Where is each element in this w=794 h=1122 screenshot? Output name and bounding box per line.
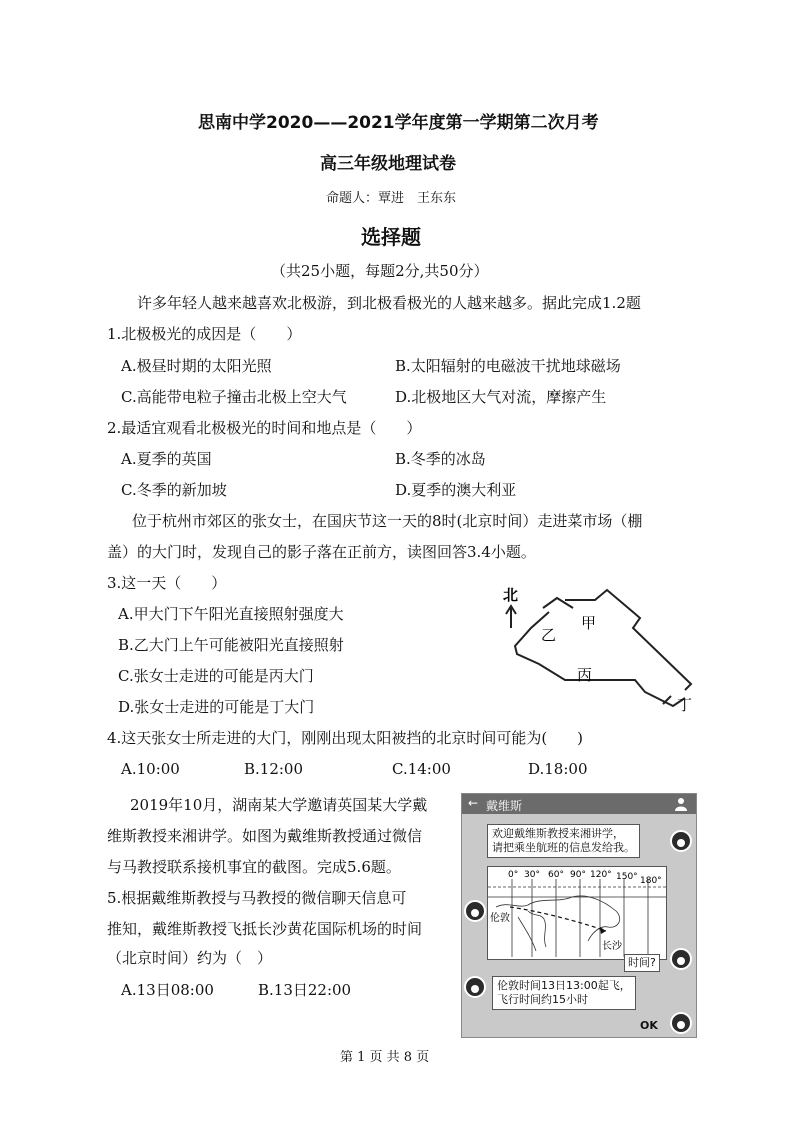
gate-ding-label: 丁 [677,696,693,714]
route-map-svg [488,867,666,959]
intro-paragraph-3-line-1: 2019年10月，湖南某大学邀请英国某大学戴 [130,796,428,814]
chat-message-invitation-line-2: 请把乘坐航班的信息发给我。 [492,841,635,854]
question-4-option-c[interactable]: C.14:00 [392,760,451,778]
chat-message-invitation-line-1: 欢迎戴维斯教授来湘讲学， [492,827,624,840]
chat-message-flight-info [492,976,636,1010]
question-4-stem: 4.这天张女士所走进的大门，刚刚出现太阳被挡的北京时间可能为( ) [107,729,584,747]
lon-label-120: 120° [590,870,612,880]
lon-label-30: 30° [524,870,540,880]
question-2-stem: 2.最适宜观看北极极光的时间和地点是（ ） [107,419,422,437]
chat-header [462,794,696,814]
chat-message-flight-info-line-1: 伦敦时间13日13:00起飞， [497,979,631,992]
chat-message-question: 时间? [624,954,660,972]
intro-paragraph-2-line-2: 盖）的大门时，发现自己的影子落在正前方，读图回答3.4小题。 [107,543,536,561]
chat-message-flight-info-line-2: 飞行时间约15小时 [497,993,588,1006]
question-3-option-d[interactable]: D.张女士走进的可能是丁大门 [118,698,315,716]
question-2-option-c[interactable]: C.冬季的新加坡 [121,481,227,499]
question-3-stem: 3.这一天（ ） [107,574,227,592]
section-note: （共25小题，每题2分,共50分） [271,262,489,280]
chat-message-ok: OK [640,1019,658,1032]
question-1-option-b[interactable]: B.太阳辐射的电磁波干扰地球磁场 [395,357,621,375]
north-label: 北 [503,586,519,604]
chat-contact-name: 戴维斯 [486,799,523,813]
question-5-stem-line-2: 推知，戴维斯教授飞抵长沙黄花国际机场的时间 [107,920,423,938]
lon-label-90: 90° [570,870,586,880]
lon-label-150: 150° [616,872,638,882]
question-4-option-b[interactable]: B.12:00 [244,760,304,778]
exam-subtitle: 高三年级地理试卷 [320,154,456,174]
gate-bing-label: 丙 [577,666,593,684]
question-3-option-a[interactable]: A.甲大门下午阳光直接照射强度大 [118,605,344,623]
avatar-professor-ma-1 [670,830,692,852]
user-profile-icon [674,797,688,811]
exam-authors: 命题人：覃进 王东东 [326,191,457,206]
question-2-option-a[interactable]: A.夏季的英国 [121,450,212,468]
question-1-option-d[interactable]: D.北极地区大气对流，摩擦产生 [395,388,607,406]
question-1-option-a[interactable]: A.极昼时期的太阳光照 [121,357,272,375]
question-3-option-b[interactable]: B.乙大门上午可能被阳光直接照射 [118,636,344,654]
page-footer: 第 1 页 共 8 页 [340,1050,430,1065]
back-arrow-icon: ← [468,796,479,810]
question-3-option-c[interactable]: C.张女士走进的可能是丙大门 [118,667,314,685]
lon-label-60: 60° [548,870,564,880]
city-label-changsha: 长沙 [602,941,622,952]
market-gates-map [495,580,705,720]
intro-paragraph-3-line-2: 维斯教授来湘讲学。如图为戴维斯教授通过微信 [107,827,423,845]
gate-jia-label: 甲 [581,614,597,632]
avatar-professor-ma-3 [670,1012,692,1034]
chat-message-route-map [487,866,667,960]
gate-yi-label: 乙 [541,626,557,644]
question-2-option-b[interactable]: B.冬季的冰岛 [395,450,486,468]
lon-label-0: 0° [508,870,519,880]
city-label-london: 伦敦 [490,913,510,924]
avatar-professor-davies-1 [464,900,486,922]
lon-label-180: 180° [640,876,662,886]
avatar-professor-ma-2 [670,948,692,970]
question-1-stem: 1.北极极光的成因是（ ） [107,325,302,343]
question-5-stem-line-1: 5.根据戴维斯教授与马教授的微信聊天信息可 [107,889,407,907]
question-2-option-d[interactable]: D.夏季的澳大利亚 [395,481,517,499]
intro-paragraph-2-line-1: 位于杭州市郊区的张女士，在国庆节这一天的8时(北京时间）走进菜市场（棚 [132,512,643,530]
question-5-stem-line-3: （北京时间）约为（ ） [107,949,273,967]
intro-paragraph-3-line-3: 与马教授联系接机事宜的截图。完成5.6题。 [107,858,401,876]
question-5-option-a[interactable]: A.13日08:00 [121,981,214,999]
section-title: 选择题 [361,225,421,249]
exam-title: 思南中学2020——2021学年度第一学期第二次月考 [198,113,599,133]
flight-arrow-icon [600,927,606,934]
question-5-option-b[interactable]: B.13日22:00 [258,981,352,999]
avatar-professor-davies-2 [464,976,486,998]
intro-paragraph-1: 许多年轻人越来越喜欢北极游，到北极看极光的人越来越多。据此完成1.2题 [137,294,641,312]
chat-message-invitation [487,824,640,858]
question-4-option-d[interactable]: D.18:00 [528,760,588,778]
wechat-chat-figure [461,793,697,1038]
question-1-option-c[interactable]: C.高能带电粒子撞击北极上空大气 [121,388,347,406]
question-4-option-a[interactable]: A.10:00 [121,760,180,778]
